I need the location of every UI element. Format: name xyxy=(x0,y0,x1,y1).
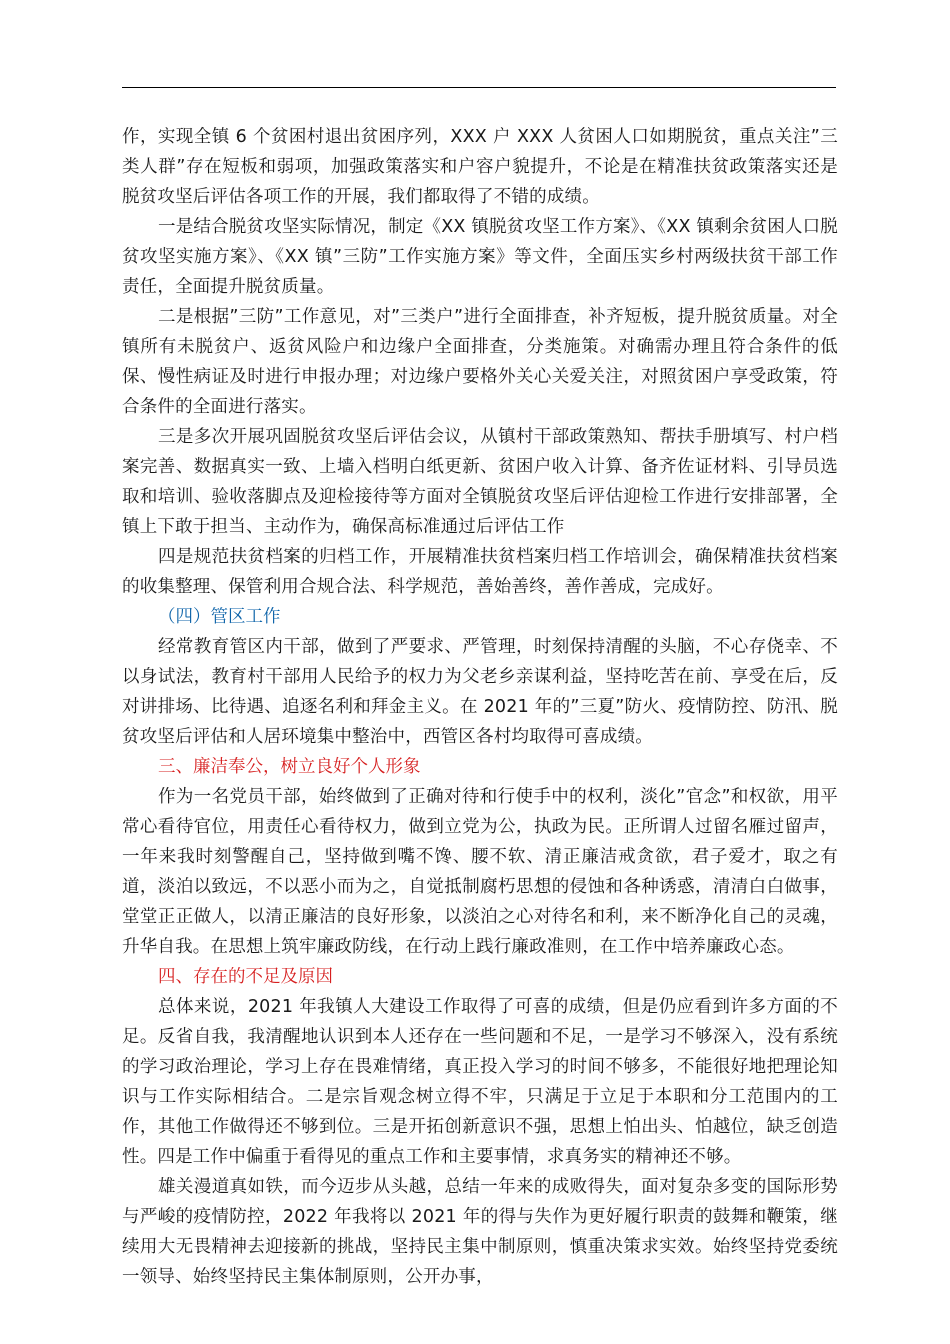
header-rule xyxy=(122,87,836,88)
paragraph-closing: 雄关漫道真如铁，而今迈步从头越，总结一年来的成败得失，面对复杂多变的国际形势与严峻的疫情防控，2022 年我将以 2021 年的得与失作为更好履行职责的鼓舞和鞭策，继续用大无畏精神去迎接新的挑战，坚持民主集中制原则，慎重决策求实效。始终坚持党委统一领导、始终坚持民主集体制原则，公开办事， xyxy=(122,1177,838,1287)
paragraph-district-work: 经常教育管区内干部，做到了严要求、严管理，时刻保持清醒的头脑，不心存侥幸、不以身试法，教育村干部用人民给予的权力为父老乡亲谋利益，坚持吃苦在前、享受在后，反对讲排场、比待遇、追逐名利和拜金主义。在 2021 年的”三夏”防火、疫情防控、防汛、脱贫攻坚后评估和人居环境集中整治中，西管区各村均取得可喜成绩。 xyxy=(122,637,838,747)
paragraph-integrity: 作为一名党员干部，始终做到了正确对待和行使手中的权利，淡化”官念”和权欲，用平常心看待官位，用责任心看待权力，做到立党为公，执政为民。正所谓人过留名雁过留声，一年来我时刻警醒自己，坚持做到嘴不馋、腰不软、清正廉洁戒贪欲，君子爱才，取之有道，淡泊以致远，不以恶小而为之，自觉抵制腐朽思想的侵蚀和各种诱惑，清清白白做事，堂堂正正做人，以清正廉洁的良好形象，以淡泊之心对待名和利，来不断净化自己的灵魂，升华自我。在思想上筑牢廉政防线，在行动上践行廉政准则，在工作中培养廉政心态。 xyxy=(122,787,838,957)
paragraph-item-one: 一是结合脱贫攻坚实际情况，制定《XX 镇脱贫攻坚工作方案》、《XX 镇剩余贫困人口脱贫攻坚实施方案》、《XX 镇”三防”工作实施方案》等文件，全面压实乡村两级扶贫干部工作责任，全面提升脱贫质量。 xyxy=(122,217,838,297)
paragraph-shortfalls: 总体来说，2021 年我镇人大建设工作取得了可喜的成绩，但是仍应看到许多方面的不足。反省自我，我清醒地认识到本人还存在一些问题和不足，一是学习不够深入，没有系统的学习政治理论，学习上存在畏难情绪，真正投入学习的时间不够多，不能很好地把理论知识与工作实际相结合。二是宗旨观念树立得不牢，只满足于立足于本职和分工范围内的工作，其他工作做得还不够到位。三是开拓创新意识不强，思想上怕出头、怕越位，缺乏创造性。四是工作中偏重于看得见的重点工作和主要事情，求真务实的精神还不够。 xyxy=(122,997,838,1167)
paragraph-item-four: 四是规范扶贫档案的归档工作，开展精准扶贫档案归档工作培训会，确保精准扶贫档案的收集整理、保管利用合规合法、科学规范，善始善终，善作善成，完成好。 xyxy=(122,547,838,597)
section-heading-integrity: 三、廉洁奉公，树立良好个人形象 xyxy=(158,757,421,777)
section-heading-shortfalls: 四、存在的不足及原因 xyxy=(158,967,333,987)
paragraph-continuation: 作，实现全镇 6 个贫困村退出贫困序列，XXX 户 XXX 人贫困人口如期脱贫，重点关注”三类人群”存在短板和弱项，加强政策落实和户容户貌提升，不论是在精准扶贫政策落实还是脱贫攻坚后评估各项工作的开展，我们都取得了不错的成绩。 xyxy=(122,127,838,207)
paragraph-item-three: 三是多次开展巩固脱贫攻坚后评估会议，从镇村干部政策熟知、帮扶手册填写、村户档案完善、数据真实一致、上墙入档明白纸更新、贫困户收入计算、备齐佐证材料、引导员选取和培训、验收落脚点及迎检接待等方面对全镇脱贫攻坚后评估迎检工作进行安排部署，全镇上下敢于担当、主动作为，确保高标准通过后评估工作 xyxy=(122,427,838,537)
paragraph-item-two: 二是根据”三防”工作意见，对”三类户”进行全面排查，补齐短板，提升脱贫质量。对全镇所有未脱贫户、返贫风险户和边缘户全面排查，分类施策。对确需办理且符合条件的低保、慢性病证及时进行申报办理；对边缘户要格外关心关爱关注，对照贫困户享受政策，符合条件的全面进行落实。 xyxy=(122,307,838,417)
document-body xyxy=(122,122,838,1292)
section-heading-district-work: （四）管区工作 xyxy=(158,607,281,627)
